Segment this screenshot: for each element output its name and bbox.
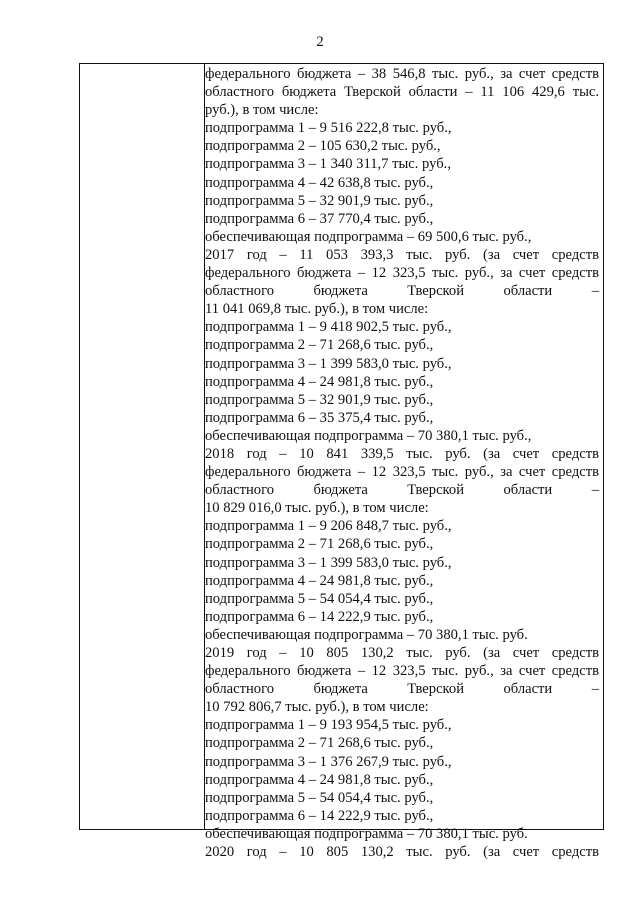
text-line: 2019 год – 10 805 130,2 тыс. руб. (за счет средств <box>205 645 599 661</box>
text-line: подпрограмма 6 – 35 375,4 тыс. руб., <box>205 409 434 426</box>
text-line: 10 829 016,0 тыс. руб.), в том числе: <box>205 500 429 517</box>
text-line: подпрограмма 1 – 9 206 848,7 тыс. руб., <box>205 518 452 535</box>
text-line: подпрограмма 5 – 54 054,4 тыс. руб., <box>205 590 434 607</box>
text-line: подпрограмма 2 – 71 268,6 тыс. руб., <box>205 337 434 354</box>
text-line: 2018 год – 10 841 339,5 тыс. руб. (за счет средств <box>205 445 599 462</box>
text-line: областного бюджета Тверской области – <box>205 681 599 698</box>
text-line: обеспечивающая подпрограмма – 69 500,6 тыс. руб., <box>205 228 532 245</box>
text-line: 10 792 806,7 тыс. руб.), в том числе: <box>205 699 429 716</box>
text-line: подпрограмма 2 – 105 630,2 тыс. руб., <box>205 138 441 155</box>
text-line: подпрограмма 2 – 71 268,6 тыс. руб., <box>205 735 434 752</box>
text-line: подпрограмма 5 – 32 901,9 тыс. руб., <box>205 192 434 209</box>
text-line: подпрограмма 3 – 1 340 311,7 тыс. руб., <box>205 156 451 173</box>
table-left-cell <box>80 64 205 829</box>
text-line: областного бюджета Тверской области – 11 106 429,6 тыс. <box>205 84 599 101</box>
text-line: 2020 год – 10 805 130,2 тыс. руб. (за счет средств <box>205 844 599 861</box>
text-line: федерального бюджета – 12 323,5 тыс. руб., за счет средств <box>205 464 599 481</box>
text-line: подпрограмма 1 – 9 418 902,5 тыс. руб., <box>205 319 452 336</box>
text-line: подпрограмма 1 – 9 516 222,8 тыс. руб., <box>205 120 452 137</box>
text-line: подпрограмма 3 – 1 376 267,9 тыс. руб., <box>205 753 452 770</box>
text-line: подпрограмма 4 – 24 981,8 тыс. руб., <box>205 373 434 390</box>
text-line: подпрограмма 1 – 9 193 954,5 тыс. руб., <box>205 717 452 734</box>
text-line: обеспечивающая подпрограмма – 70 380,1 тыс. руб. <box>205 825 528 842</box>
text-line: подпрограмма 2 – 71 268,6 тыс. руб., <box>205 536 434 553</box>
text-line: руб.), в том числе: <box>205 102 319 119</box>
text-line: подпрограмма 3 – 1 399 583,0 тыс. руб., <box>205 554 452 571</box>
text-line: подпрограмма 5 – 32 901,9 тыс. руб., <box>205 391 434 408</box>
text-line: подпрограмма 5 – 54 054,4 тыс. руб., <box>205 789 434 806</box>
text-line: подпрограмма 6 – 14 222,9 тыс. руб., <box>205 807 434 824</box>
text-line: подпрограмма 3 – 1 399 583,0 тыс. руб., <box>205 355 452 372</box>
text-line: подпрограмма 4 – 24 981,8 тыс. руб., <box>205 771 434 788</box>
text-line: обеспечивающая подпрограмма – 70 380,1 тыс. руб., <box>205 427 532 444</box>
text-line: федерального бюджета – 12 323,5 тыс. руб., за счет средств <box>205 663 599 680</box>
text-line: подпрограмма 4 – 42 638,8 тыс. руб., <box>205 174 434 191</box>
text-line: обеспечивающая подпрограмма – 70 380,1 тыс. руб. <box>205 626 528 643</box>
table-right-cell <box>205 65 599 861</box>
text-line: подпрограмма 6 – 14 222,9 тыс. руб., <box>205 608 434 625</box>
page-number: 2 <box>316 34 324 50</box>
text-line: 2017 год – 11 053 393,3 тыс. руб. (за счет средств <box>205 246 599 263</box>
text-line: 11 041 069,8 тыс. руб.), в том числе: <box>205 301 429 318</box>
text-line: областного бюджета Тверской области – <box>205 283 599 300</box>
document-table <box>79 63 604 861</box>
text-line: областного бюджета Тверской области – <box>205 482 599 499</box>
text-line: подпрограмма 4 – 24 981,8 тыс. руб., <box>205 572 434 589</box>
text-line: федерального бюджета – 12 323,5 тыс. руб., за счет средств <box>205 265 599 282</box>
text-line: подпрограмма 6 – 37 770,4 тыс. руб., <box>205 210 434 227</box>
text-line: федерального бюджета – 38 546,8 тыс. руб., за счет средств <box>205 66 599 82</box>
